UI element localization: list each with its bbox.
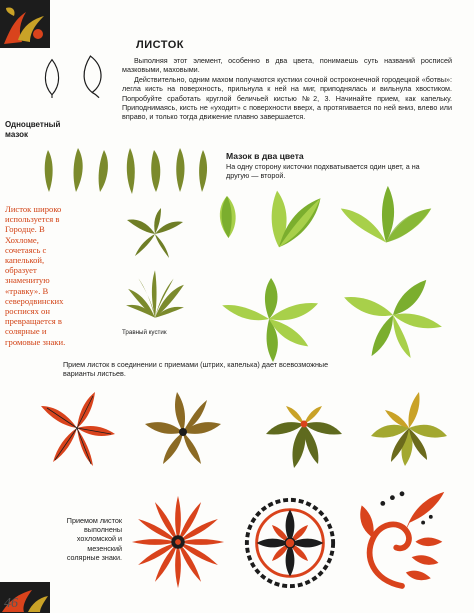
- red-solar-flower-icon: [130, 494, 226, 590]
- two-color-text: На одну сторону кисточки подхватывается один цвет, а на другую — второй.: [226, 162, 420, 181]
- page-title: ЛИСТОК: [136, 39, 185, 51]
- green-leaf-pair-icon: [262, 184, 328, 252]
- mezen-solar-sign-icon: [240, 494, 340, 592]
- ornament-corner-icon: [0, 0, 50, 48]
- leaf-outline-icon: [40, 58, 64, 98]
- green-leaf-fan-icon: [218, 276, 330, 364]
- intro-text: [122, 56, 452, 122]
- olive-ochre-leaf-bunch-icon: [368, 388, 450, 468]
- khokhloma-curl-ornament-icon: [354, 482, 450, 592]
- grass-bush-icon: [124, 268, 186, 320]
- green-leaf-spray-icon: [340, 272, 448, 360]
- green-two-tone-leaf-icon: [212, 188, 242, 246]
- red-side-note: Листок широко используется в Городце. В Хохломе, сочетаясь с капелькой, образует знаменитую «травку». В северодвинских росписях он превращается в солярные и громовые знаки.: [5, 204, 66, 347]
- combination-text: Прием листок в соединении с приемами (штрих, капелька) дает всевозможные варианты листьев.: [63, 360, 329, 379]
- intro-paragraph-2: Действительно, одним махом получаются кустики сочной остроконечной городецкой «ботвы»: легла кисть на поверхность, прильнула к ней на миг, приподнялась и вильнула хвостиком. Попробуйте сработать круглой беличьей кистью №2, 3. Начинайте прием, как капельку. Приподнимаясь, кисть не «уходит» с поверхности вверх, а протягивается по ней вниз, влево или вправо, и только тогда движение плавно завершается.: [122, 74, 452, 122]
- green-leaf-triple-icon: [336, 184, 436, 250]
- single-color-label: Одноцветный мазок: [5, 120, 61, 139]
- solar-signs-text: Приемом листок выполнены хохломской и мезенский солярные знаки.: [66, 516, 122, 562]
- red-star-leaf-icon: [36, 388, 118, 468]
- olive-leaf-cluster-icon: [125, 208, 185, 258]
- dark-olive-leaf-bunch-icon: [262, 390, 346, 470]
- page-number: 46: [4, 596, 18, 611]
- intro-paragraph-1: Выполняя этот элемент, особенно в два цвета, понимаешь суть названий росписей мазковыми, маховыми.: [122, 56, 452, 75]
- bush-caption: Травный кустик: [122, 329, 167, 336]
- single-color-strokes-icon: [40, 146, 210, 196]
- leaf-outline-twisted-icon: [80, 54, 106, 98]
- two-color-heading: Мазок в два цвета: [226, 151, 304, 161]
- brown-leaf-bunch-icon: [142, 388, 224, 468]
